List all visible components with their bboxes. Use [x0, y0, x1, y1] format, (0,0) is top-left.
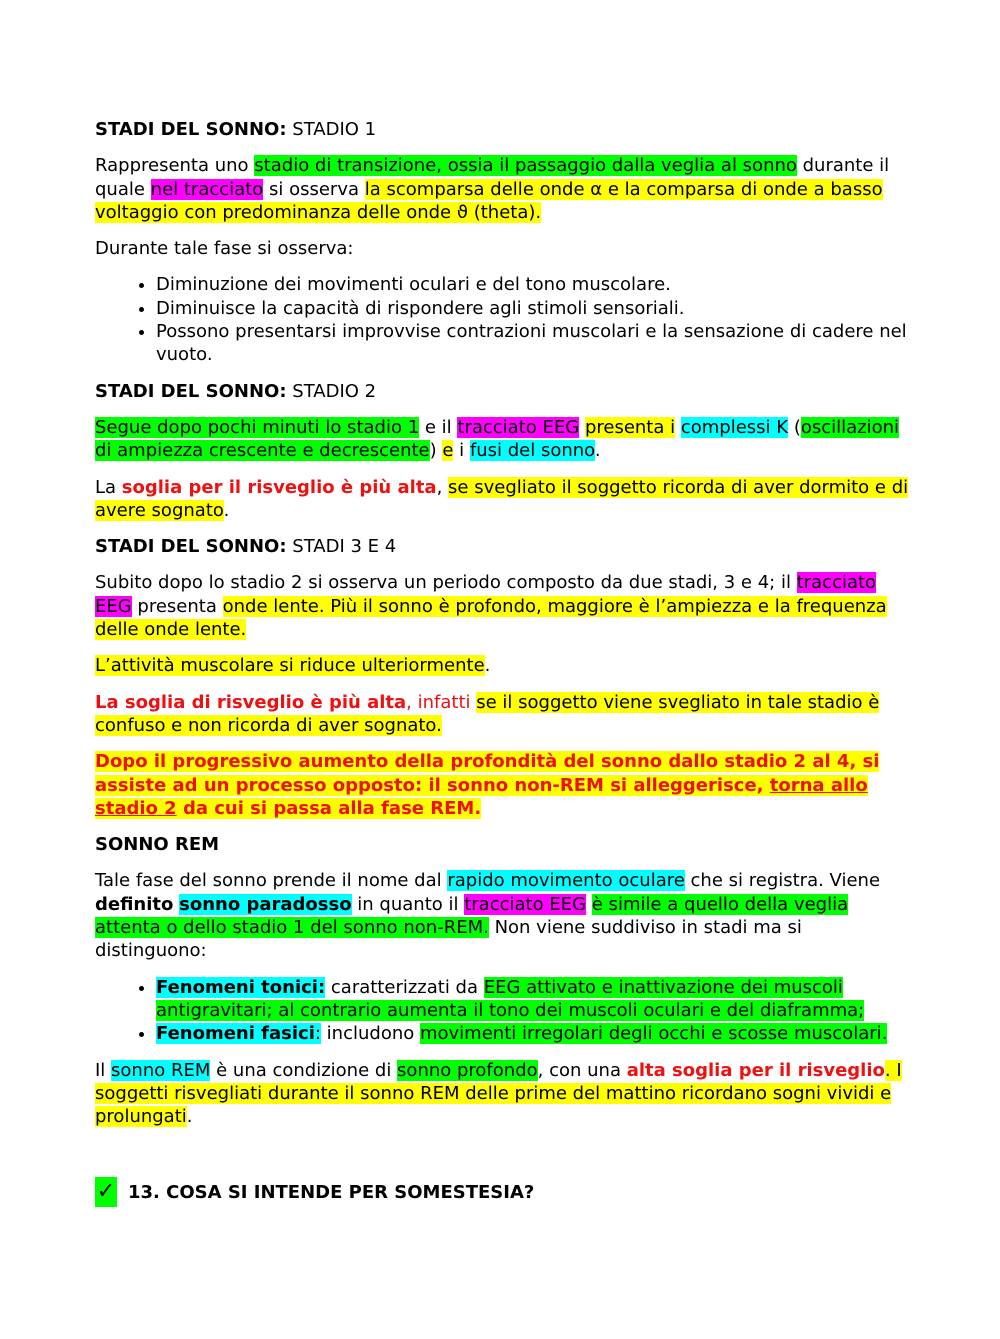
- highlight-cyan: Fenomeni tonici:: [156, 976, 326, 998]
- highlight-cyan: fusi del sonno: [469, 440, 595, 462]
- highlight-cyan: sonno REM: [111, 1059, 211, 1081]
- check-mark-icon: ✓: [95, 1177, 117, 1207]
- highlight-cyan: rapido movimento oculare: [447, 870, 685, 892]
- highlight-green: sonno profondo: [397, 1059, 538, 1081]
- section-title-stadio-2: STADI DEL SONNO: STADIO 2: [95, 380, 377, 402]
- highlight-yellow: e: [442, 440, 454, 462]
- paragraph-stadio-2-soglia: La soglia per il risveglio è più alta, se svegliato il soggetto ricorda di aver dormito e di avere sognato.: [95, 476, 909, 521]
- highlight-yellow: . I soggetti risvegliati durante il sonno REM delle prime del mattino ricordano sogni vividi e prolungati: [95, 1059, 902, 1128]
- paragraph-rem-intro: Tale fase del sonno prende il nome dal rapido movimento oculare che si registra. Viene definito sonno paradosso in quanto il tracciato EEG è simile a quello della veglia attenta o dello stadio 1 del sonno non-REM. Non viene suddiviso in stadi ma si distinguono:: [95, 870, 881, 962]
- list-item: • Fenomeni fasici: includono movimenti irregolari degli occhi e scosse muscolari.: [156, 1022, 915, 1045]
- highlight-green: movimenti irregolari degli occhi e scosse muscolari.: [419, 1023, 888, 1045]
- red-bold-text: alta soglia per il risveglio: [626, 1059, 885, 1081]
- highlight-cyan: Fenomeni fasici: [156, 1023, 315, 1045]
- bullet-list-rem: [95, 976, 915, 1046]
- highlight-yellow: L’attività muscolare si riduce ulteriormente: [95, 655, 485, 677]
- document-page: [95, 118, 915, 1207]
- highlight-green: è simile a quello della veglia attenta o dello stadio 1 del sonno non-REM.: [95, 893, 849, 939]
- section-title-sonno-rem: SONNO REM: [95, 834, 220, 856]
- highlight-magenta: tracciato EEG: [464, 893, 587, 915]
- paragraph-stadio-1-durante: Durante tale fase si osserva:: [95, 238, 354, 260]
- underlined-text: torna allo stadio 2: [95, 774, 868, 819]
- paragraph-soglia-risveglio: La soglia di risveglio è più alta, infatti se il soggetto viene svegliato in tale stadio è confuso e non ricorda di aver sognato.: [95, 691, 880, 736]
- highlight-green: EEG attivato e inattivazione dei muscoli antigravitari; al contrario aumenta il tono dei muscoli oculari e del diaframma;: [156, 976, 865, 1021]
- highlight-magenta: nel tracciato: [150, 178, 264, 200]
- list-item: • Possono presentarsi improvvise contrazioni muscolari e la sensazione di cadere nel vuoto.: [156, 320, 915, 367]
- red-bold-text: La soglia di risveglio è più alta: [95, 691, 407, 713]
- highlight-green: oscillazioni di ampiezza crescente e decrescente: [95, 416, 900, 462]
- question-title: 13. COSA SI INTENDE PER SOMESTESIA?: [128, 1181, 535, 1203]
- paragraph-attivita-muscolare: L’attività muscolare si riduce ulteriormente.: [95, 655, 491, 677]
- highlight-yellow: la scomparsa delle onde α e la comparsa di onde a basso voltaggio con predominanza delle onde ϑ (theta).: [95, 178, 883, 223]
- paragraph-stadi-3-4-intro: Subito dopo lo stadio 2 si osserva un periodo composto da due stadi, 3 e 4; il tracciato EEG presenta onde lente. Più il sonno è profondo, maggiore è l’ampiezza e la frequenza delle onde lente.: [95, 572, 887, 641]
- highlight-cyan: sonno paradosso: [179, 893, 352, 915]
- question-heading: [95, 1177, 915, 1207]
- highlight-green: stadio di transizione, ossia il passaggio dalla veglia al sonno: [254, 155, 797, 177]
- paragraph-processo-opposto: [95, 750, 915, 820]
- red-bold-text: soglia per il risveglio è più alta: [121, 476, 437, 498]
- highlight-green: Segue dopo pochi minuti lo stadio 1: [95, 416, 420, 438]
- paragraph-stadio-2-intro: Segue dopo pochi minuti lo stadio 1 e il tracciato EEG presenta i complessi K (oscillazioni di ampiezza crescente e decrescente) e i fusi del sonno.: [95, 416, 900, 462]
- highlight-cyan: complessi K: [680, 416, 789, 438]
- list-item: • Diminuzione dei movimenti oculari e del tono muscolare.: [156, 273, 915, 296]
- bullet-list-stadio-1: [95, 273, 915, 366]
- section-title-stadio-1: STADI DEL SONNO: STADIO 1: [95, 119, 377, 140]
- section-title-stadi-3-4: STADI DEL SONNO: STADI 3 E 4: [95, 536, 397, 558]
- highlight-yellow: presenta i: [584, 416, 676, 438]
- highlight-magenta: tracciato EEG: [95, 572, 877, 617]
- red-bold-highlight: Dopo il progressivo aumento della profondità del sonno dallo stadio 2 al 4, si assiste ad un processo opposto: il sonno non-REM si alleggerisce, torna allo stadio 2 da cui si passa alla fase REM.: [95, 751, 880, 819]
- highlight-yellow: se svegliato il soggetto ricorda di aver dormito e di avere sognato: [95, 476, 909, 521]
- highlight-yellow: se il soggetto viene svegliato in tale stadio è confuso e non ricorda di aver sognato.: [95, 691, 880, 736]
- paragraph-rem-condizione: Il sonno REM è una condizione di sonno profondo, con una alta soglia per il risveglio. I soggetti risvegliati durante il sonno REM delle prime del mattino ricordano sogni vividi e prolungati.: [95, 1059, 902, 1128]
- highlight-yellow: onde lente. Più il sonno è profondo, maggiore è l’ampiezza e la frequenza delle onde lente.: [95, 595, 887, 641]
- list-item: • Fenomeni tonici: caratterizzati da EEG attivato e inattivazione dei muscoli antigravitari; al contrario aumenta il tono dei muscoli oculari e del diaframma;: [156, 976, 915, 1023]
- list-item: • Diminuisce la capacità di rispondere agli stimoli sensoriali.: [156, 297, 915, 320]
- paragraph-stadio-1-intro: Rappresenta uno stadio di transizione, ossia il passaggio dalla veglia al sonno durante il quale nel tracciato si osserva la scomparsa delle onde α e la comparsa di onde a basso voltaggio con predominanza delle onde ϑ (theta).: [95, 155, 890, 223]
- highlight-magenta: tracciato EEG: [457, 416, 580, 438]
